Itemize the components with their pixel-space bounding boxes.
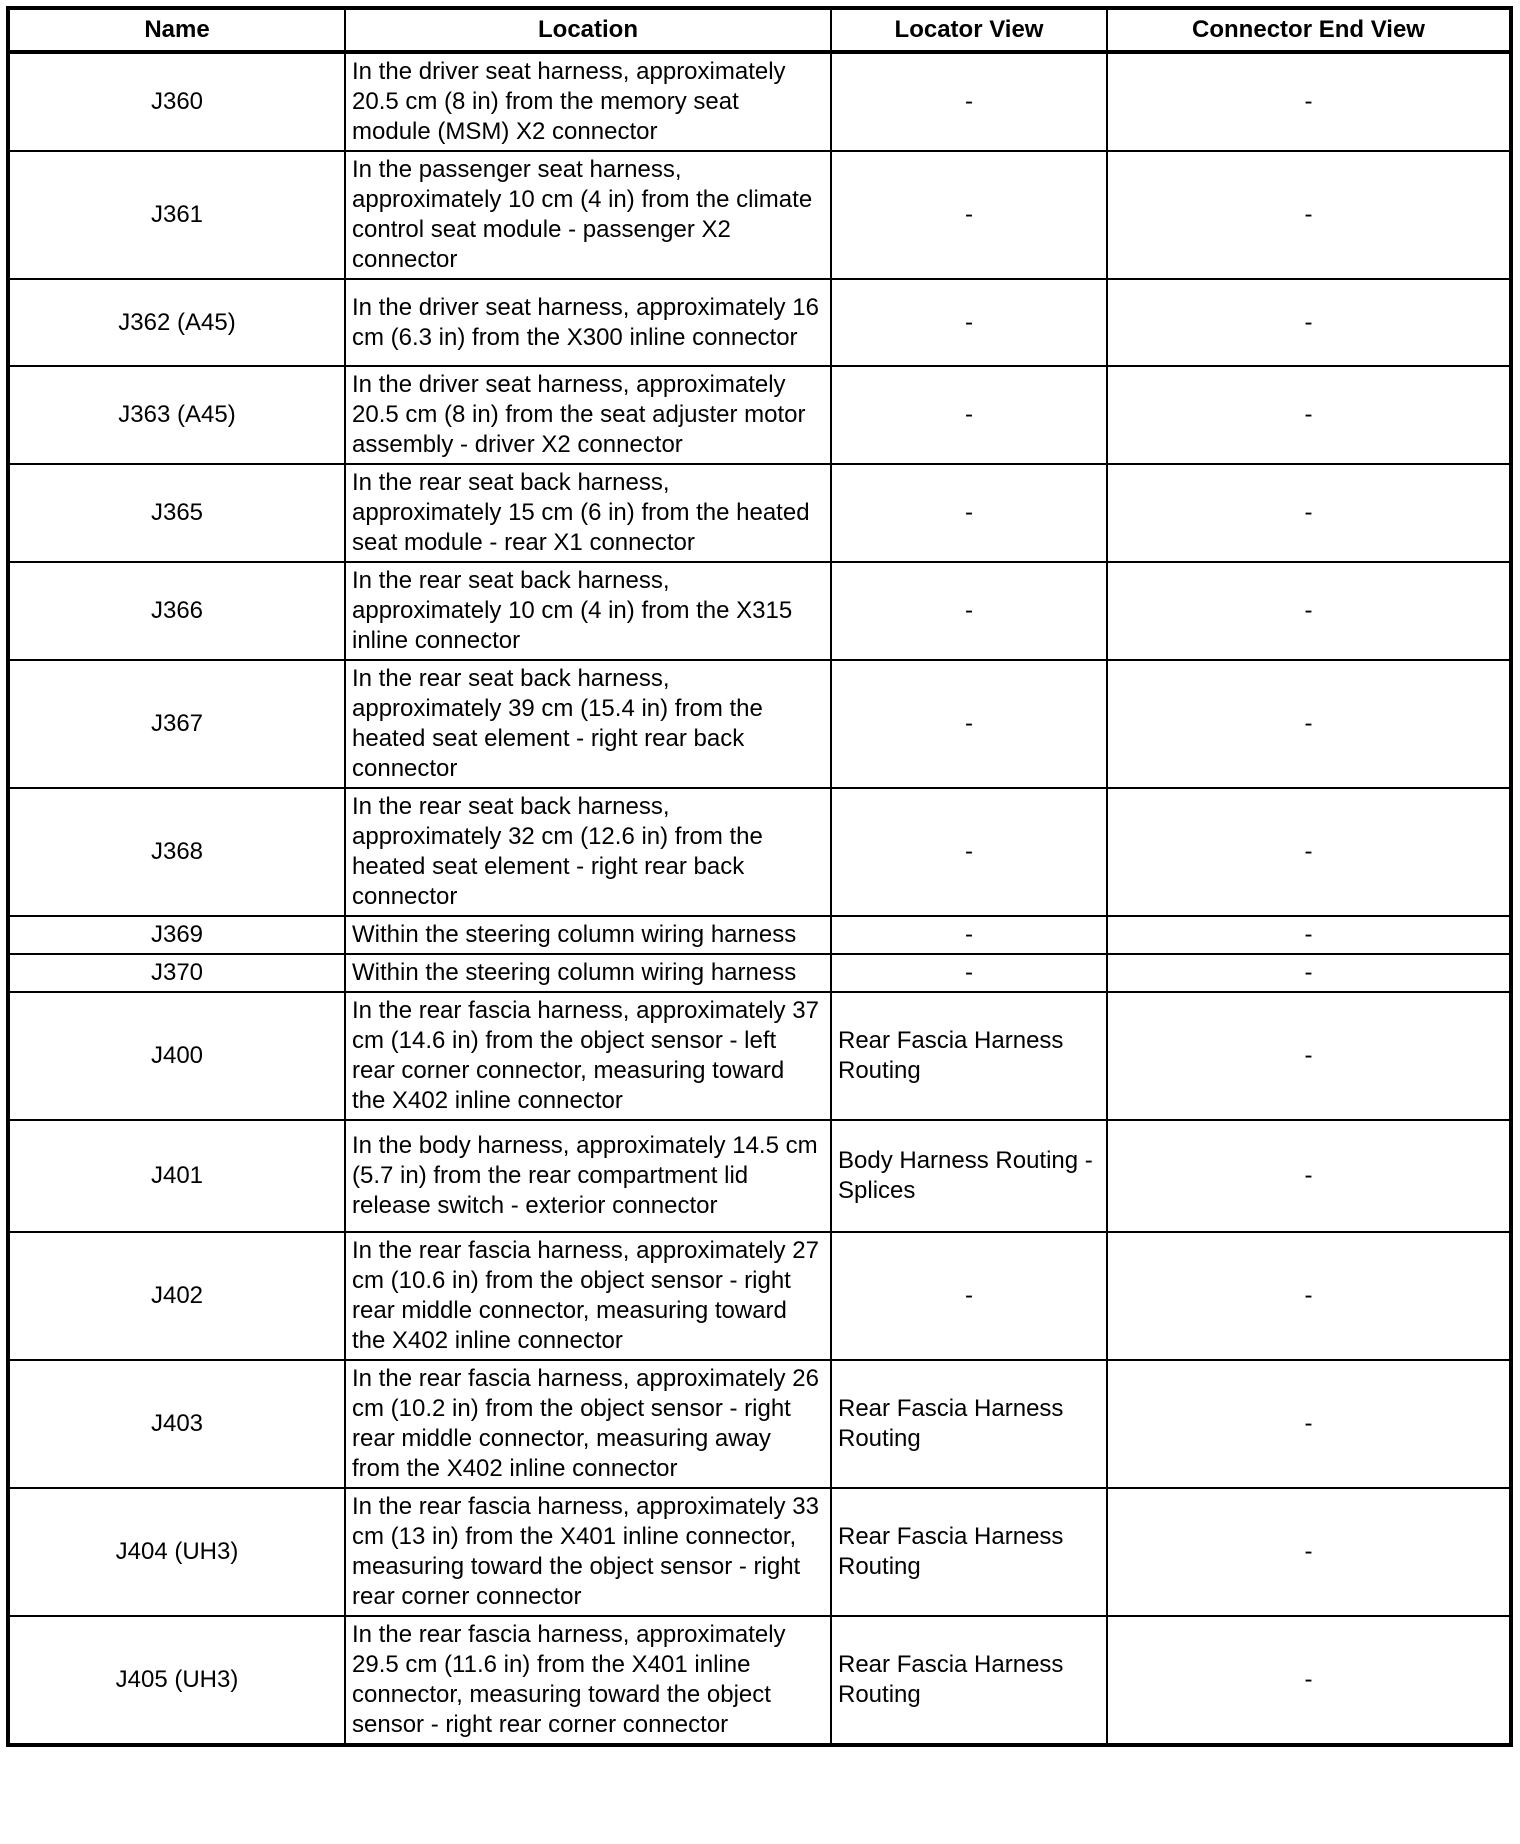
table-row bbox=[8, 1616, 1511, 1745]
table-row bbox=[8, 788, 1511, 916]
locator-view-cell: Rear Fascia Harness Routing bbox=[831, 1360, 1107, 1488]
locator-view-cell: - bbox=[831, 151, 1107, 279]
splice-name-cell: J405 (UH3) bbox=[8, 1616, 345, 1745]
location-cell: In the rear seat back harness, approximately 32 cm (12.6 in) from the heated seat element - right rear back connector bbox=[345, 788, 831, 916]
locator-view-cell: - bbox=[831, 279, 1107, 366]
splice-name-cell: J360 bbox=[8, 52, 345, 151]
column-header-connector-end-view: Connector End View bbox=[1107, 8, 1511, 52]
table-row bbox=[8, 151, 1511, 279]
connector-end-view-cell: - bbox=[1107, 366, 1511, 464]
table-row bbox=[8, 1120, 1511, 1232]
splice-name-cell: J361 bbox=[8, 151, 345, 279]
location-cell: In the driver seat harness, approximately 16 cm (6.3 in) from the X300 inline connector bbox=[345, 279, 831, 366]
splice-name-cell: J369 bbox=[8, 916, 345, 954]
connector-end-view-cell: - bbox=[1107, 916, 1511, 954]
locator-view-cell: - bbox=[831, 562, 1107, 660]
connector-end-view-cell: - bbox=[1107, 562, 1511, 660]
location-cell: In the rear fascia harness, approximately 29.5 cm (11.6 in) from the X401 inline connector, measuring toward the object sensor - right rear corner connector bbox=[345, 1616, 831, 1745]
connector-end-view-cell: - bbox=[1107, 279, 1511, 366]
splice-name-cell: J367 bbox=[8, 660, 345, 788]
locator-view-cell: Rear Fascia Harness Routing bbox=[831, 1616, 1107, 1745]
splice-name-cell: J401 bbox=[8, 1120, 345, 1232]
location-cell: In the passenger seat harness, approximately 10 cm (4 in) from the climate control seat module - passenger X2 connector bbox=[345, 151, 831, 279]
location-cell: Within the steering column wiring harness bbox=[345, 954, 831, 992]
splice-name-cell: J365 bbox=[8, 464, 345, 562]
locator-view-cell: Rear Fascia Harness Routing bbox=[831, 992, 1107, 1120]
table-row bbox=[8, 916, 1511, 954]
table-header-row bbox=[8, 8, 1511, 52]
locator-view-cell: Body Harness Routing - Splices bbox=[831, 1120, 1107, 1232]
connector-end-view-cell: - bbox=[1107, 954, 1511, 992]
table-row bbox=[8, 992, 1511, 1120]
connector-end-view-cell: - bbox=[1107, 788, 1511, 916]
location-cell: In the rear seat back harness, approximately 15 cm (6 in) from the heated seat module - rear X1 connector bbox=[345, 464, 831, 562]
connector-end-view-cell: - bbox=[1107, 1120, 1511, 1232]
location-cell: In the rear fascia harness, approximately 26 cm (10.2 in) from the object sensor - right rear middle connector, measuring away from the X402 inline connector bbox=[345, 1360, 831, 1488]
locator-view-cell: - bbox=[831, 52, 1107, 151]
location-cell: In the rear fascia harness, approximately 37 cm (14.6 in) from the object sensor - left rear corner connector, measuring toward the X402 inline connector bbox=[345, 992, 831, 1120]
location-cell: In the driver seat harness, approximately 20.5 cm (8 in) from the memory seat module (MSM) X2 connector bbox=[345, 52, 831, 151]
table-row bbox=[8, 954, 1511, 992]
splice-name-cell: J366 bbox=[8, 562, 345, 660]
column-header-locator-view: Locator View bbox=[831, 8, 1107, 52]
connector-end-view-cell: - bbox=[1107, 660, 1511, 788]
splice-name-cell: J363 (A45) bbox=[8, 366, 345, 464]
location-cell: In the rear seat back harness, approximately 39 cm (15.4 in) from the heated seat element - right rear back connector bbox=[345, 660, 831, 788]
connector-end-view-cell: - bbox=[1107, 1232, 1511, 1360]
location-cell: In the rear fascia harness, approximately 27 cm (10.6 in) from the object sensor - right rear middle connector, measuring toward the X402 inline connector bbox=[345, 1232, 831, 1360]
location-cell: In the rear fascia harness, approximately 33 cm (13 in) from the X401 inline connector, measuring toward the object sensor - right rear corner connector bbox=[345, 1488, 831, 1616]
locator-view-cell: - bbox=[831, 954, 1107, 992]
locator-view-cell: Rear Fascia Harness Routing bbox=[831, 1488, 1107, 1616]
location-cell: Within the steering column wiring harness bbox=[345, 916, 831, 954]
splice-name-cell: J404 (UH3) bbox=[8, 1488, 345, 1616]
table-row bbox=[8, 1488, 1511, 1616]
splice-name-cell: J362 (A45) bbox=[8, 279, 345, 366]
splice-name-cell: J370 bbox=[8, 954, 345, 992]
splice-location-table bbox=[6, 6, 1513, 1747]
location-cell: In the rear seat back harness, approximately 10 cm (4 in) from the X315 inline connector bbox=[345, 562, 831, 660]
table-row bbox=[8, 464, 1511, 562]
table-body bbox=[8, 52, 1511, 1745]
location-cell: In the body harness, approximately 14.5 cm (5.7 in) from the rear compartment lid release switch - exterior connector bbox=[345, 1120, 831, 1232]
table-row bbox=[8, 562, 1511, 660]
splice-name-cell: J368 bbox=[8, 788, 345, 916]
locator-view-cell: - bbox=[831, 916, 1107, 954]
column-header-name: Name bbox=[8, 8, 345, 52]
connector-end-view-cell: - bbox=[1107, 464, 1511, 562]
table-row bbox=[8, 660, 1511, 788]
connector-end-view-cell: - bbox=[1107, 1616, 1511, 1745]
splice-name-cell: J403 bbox=[8, 1360, 345, 1488]
splice-name-cell: J402 bbox=[8, 1232, 345, 1360]
table-row bbox=[8, 366, 1511, 464]
locator-view-cell: - bbox=[831, 1232, 1107, 1360]
connector-end-view-cell: - bbox=[1107, 52, 1511, 151]
splice-name-cell: J400 bbox=[8, 992, 345, 1120]
connector-end-view-cell: - bbox=[1107, 1488, 1511, 1616]
column-header-location: Location bbox=[345, 8, 831, 52]
table-row bbox=[8, 52, 1511, 151]
table-row bbox=[8, 279, 1511, 366]
connector-end-view-cell: - bbox=[1107, 1360, 1511, 1488]
connector-end-view-cell: - bbox=[1107, 992, 1511, 1120]
locator-view-cell: - bbox=[831, 660, 1107, 788]
table-row bbox=[8, 1232, 1511, 1360]
locator-view-cell: - bbox=[831, 366, 1107, 464]
locator-view-cell: - bbox=[831, 788, 1107, 916]
location-cell: In the driver seat harness, approximately 20.5 cm (8 in) from the seat adjuster motor assembly - driver X2 connector bbox=[345, 366, 831, 464]
table-row bbox=[8, 1360, 1511, 1488]
connector-end-view-cell: - bbox=[1107, 151, 1511, 279]
locator-view-cell: - bbox=[831, 464, 1107, 562]
